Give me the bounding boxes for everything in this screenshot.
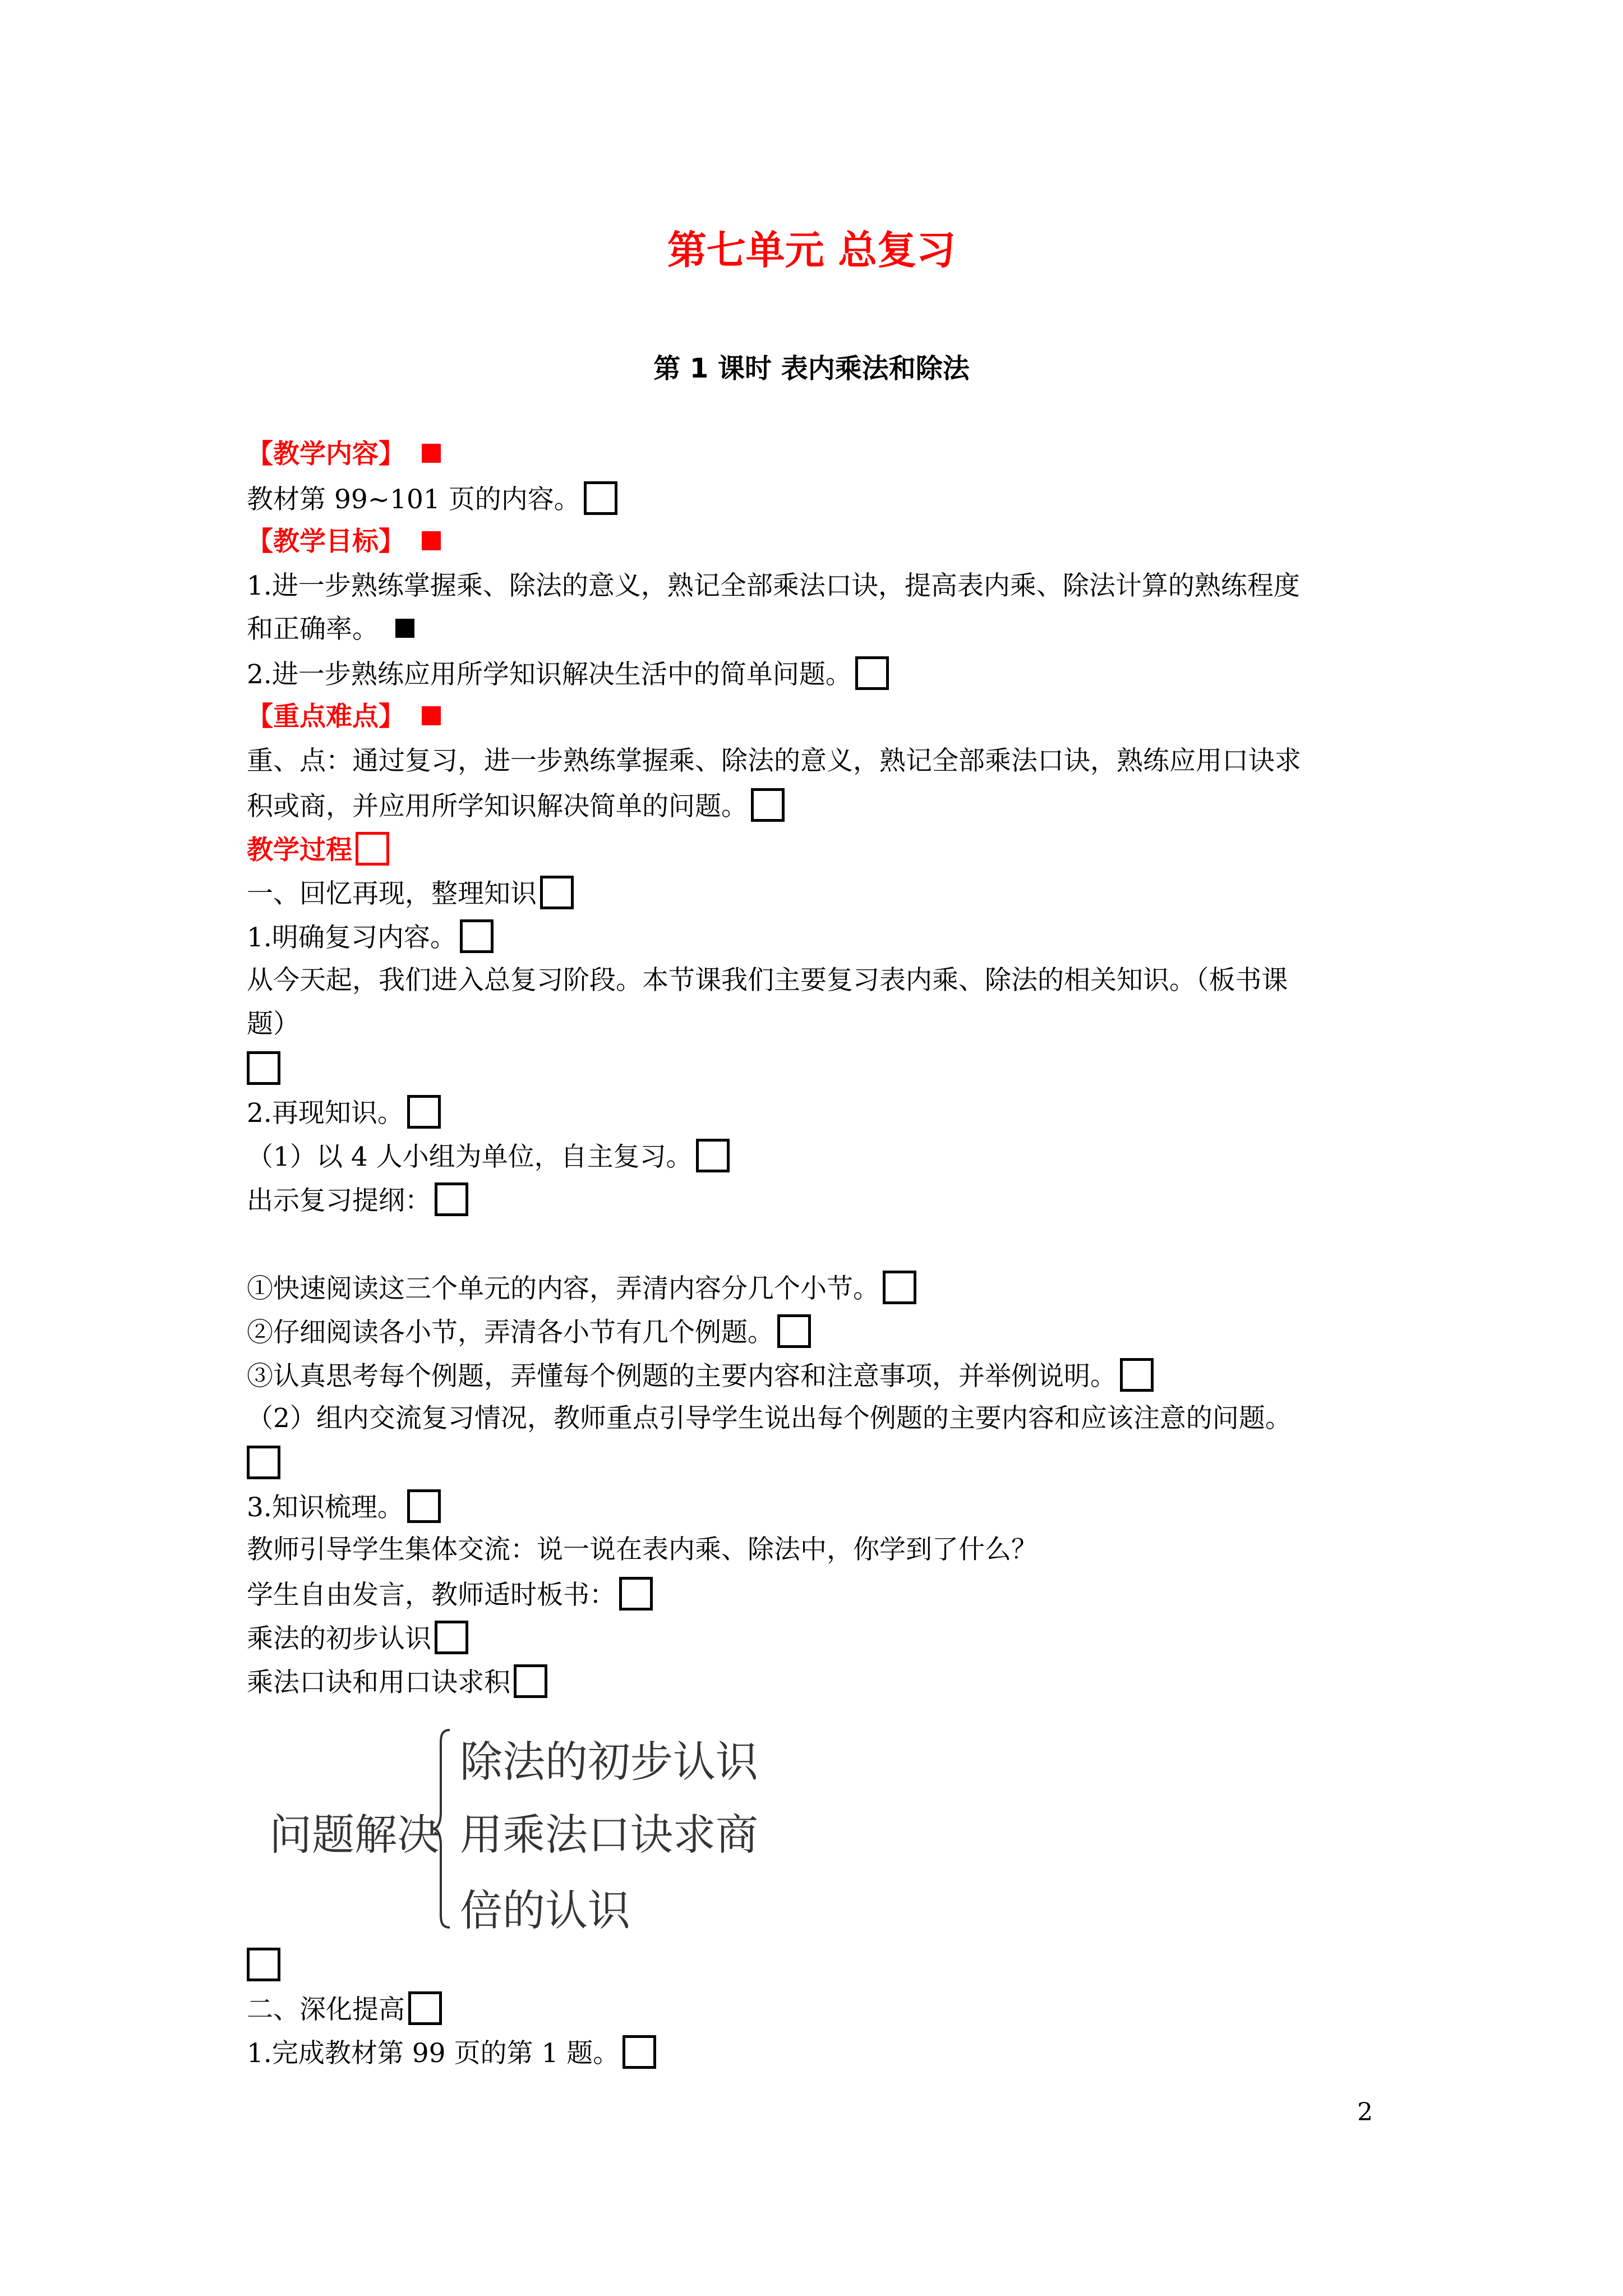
part2: 二、深化提高 — [247, 1994, 405, 2025]
diagram-left-label: 问题解决 — [269, 1810, 440, 1860]
red-square-marker — [422, 706, 441, 725]
checkbox-red[interactable] — [356, 832, 389, 866]
checkbox-line — [247, 1446, 1399, 1481]
checkbox[interactable] — [540, 876, 574, 909]
content-heading-line — [247, 438, 1399, 471]
step2: 2.再现知识。 — [247, 1098, 404, 1129]
checkbox[interactable] — [1120, 1358, 1154, 1392]
checkbox[interactable] — [584, 481, 617, 515]
item2: ②仔细阅读各小节，弄清各小节有几个例题。 — [247, 1317, 774, 1348]
key-heading: 【重点难点】 — [247, 701, 405, 732]
content-text: 教材第 99~101 页的内容。 — [247, 484, 580, 515]
process-heading: 教学过程 — [247, 835, 352, 866]
checkbox[interactable] — [619, 1577, 653, 1611]
step2-sub1-line — [247, 1139, 1399, 1174]
goals-heading-line — [247, 525, 1399, 559]
checkbox[interactable] — [514, 1664, 547, 1698]
task1-line — [247, 2035, 1399, 2070]
item3: ③认真思考每个例题，弄懂每个例题的主要内容和注意事项，并举例说明。 — [247, 1361, 1117, 1392]
key-heading-line — [247, 700, 1399, 734]
step1-text-line1: 从今天起，我们进入总复习阶段。本节课我们主要复习表内乘、除法的相关知识。（板书课 — [247, 965, 1288, 996]
step3-text2-line — [247, 1577, 1399, 1612]
goal1-line1: 1.进一步熟练掌握乘、除法的意义，熟记全部乘法口诀，提高表内乘、除法计算的熟练程度 — [247, 570, 1300, 601]
item1-line — [247, 1271, 1399, 1306]
key-line2: 积或商，并应用所学知识解决简单的问题。 — [247, 791, 748, 822]
red-square-marker — [422, 444, 441, 463]
checkbox[interactable] — [855, 656, 889, 690]
checkbox[interactable] — [460, 919, 494, 953]
checkbox[interactable] — [435, 1182, 468, 1216]
checkbox[interactable] — [247, 1446, 280, 1479]
page-number: 2 — [1357, 2098, 1373, 2127]
checkbox-line — [247, 1051, 1399, 1087]
checkbox[interactable] — [407, 1095, 441, 1129]
goal2-line — [247, 656, 1399, 692]
black-square-marker — [395, 619, 414, 638]
step1: 1.明确复习内容。 — [247, 922, 457, 953]
board2: 乘法口诀和用口诀求积 — [247, 1667, 510, 1698]
step2-sub1: （1）以 4 人小组为单位，自主复习。 — [247, 1142, 693, 1172]
step2-sub2: （2）组内交流复习情况，教师重点引导学生说出每个例题的主要内容和应该注意的问题。 — [247, 1403, 1292, 1434]
goal1-line2-wrap — [247, 613, 1399, 646]
board1: 乘法的初步认识 — [247, 1623, 431, 1654]
diagram-item-2: 用乘法口诀求商 — [460, 1810, 758, 1860]
step3-text2: 学生自由发言，教师适时板书： — [247, 1580, 616, 1611]
checkbox[interactable] — [247, 1948, 280, 1981]
goal1-line2: 和正确率。 — [247, 614, 379, 645]
step3-text: 教师引导学生集体交流：说一说在表内乘、除法中，你学到了什么？ — [247, 1534, 1038, 1565]
board1-line — [247, 1621, 1399, 1656]
diagram-item-3: 倍的认识 — [460, 1885, 630, 1935]
step2-line — [247, 1095, 1399, 1130]
part1-line — [247, 876, 1399, 911]
step3-line — [247, 1489, 1399, 1525]
checkbox[interactable] — [623, 2035, 656, 2069]
lesson-subtitle: 第 1 课时 表内乘法和除法 — [653, 353, 970, 384]
checkbox[interactable] — [435, 1621, 468, 1654]
step1-line — [247, 919, 1399, 955]
part1: 一、回忆再现，整理知识 — [247, 878, 537, 909]
item3-line — [247, 1358, 1399, 1393]
checkbox[interactable] — [408, 1991, 442, 2025]
checkbox[interactable] — [883, 1271, 916, 1304]
checkbox[interactable] — [407, 1489, 441, 1523]
page-title: 第七单元 总复习 — [667, 227, 956, 273]
key-line1: 重、点：通过复习，进一步熟练掌握乘、除法的意义，熟记全部乘法口诀，熟练应用口诀求 — [247, 746, 1301, 776]
board2-line — [247, 1664, 1399, 1700]
goal2: 2.进一步熟练应用所学知识解决生活中的简单问题。 — [247, 659, 852, 690]
item2-line — [247, 1314, 1399, 1350]
diagram-item-1: 除法的初步认识 — [460, 1737, 758, 1787]
content-text-line — [247, 481, 1399, 517]
key-line2-wrap — [247, 788, 1399, 823]
knowledge-diagram — [264, 1717, 768, 1941]
checkbox[interactable] — [696, 1139, 730, 1172]
item1: ①快速阅读这三个单元的内容，弄清内容分几个小节。 — [247, 1273, 879, 1304]
process-heading-line — [247, 832, 1399, 867]
checkbox-line — [247, 1948, 1399, 1983]
checkbox[interactable] — [751, 788, 785, 822]
checkbox[interactable] — [247, 1051, 280, 1085]
checkbox[interactable] — [777, 1314, 811, 1348]
step1-text-line2: 题） — [247, 1009, 299, 1039]
brace-icon — [432, 1728, 454, 1930]
goals-heading: 【教学目标】 — [247, 526, 405, 557]
part2-line — [247, 1991, 1399, 2027]
task1: 1.完成教材第 99 页的第 1 题。 — [247, 2038, 620, 2069]
red-square-marker — [422, 531, 441, 550]
outline: 出示复习提纲： — [247, 1185, 431, 1216]
content-heading: 【教学内容】 — [247, 439, 405, 470]
outline-line — [247, 1182, 1399, 1218]
step3: 3.知识梳理。 — [247, 1492, 404, 1523]
